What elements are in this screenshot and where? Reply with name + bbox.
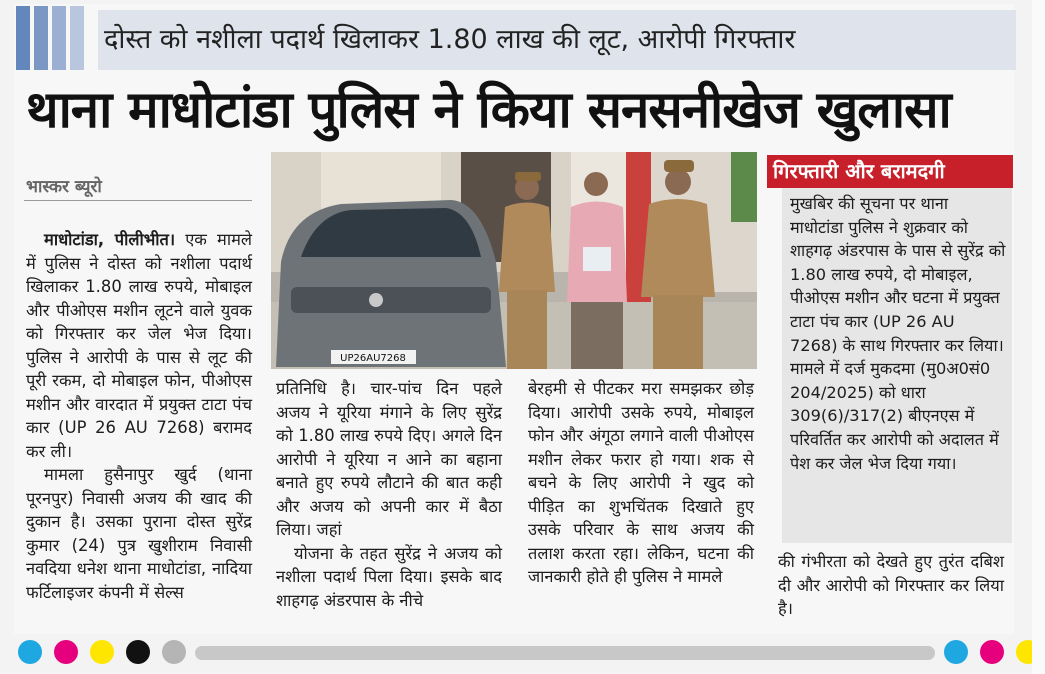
article-column-2 (276, 377, 502, 627)
byline-rule (24, 200, 252, 201)
paragraph-1 (26, 228, 252, 463)
adjacent-page-edge (1032, 0, 1045, 674)
article-column-1 (26, 228, 252, 623)
paragraph-6: की गंभीरता को देखते हुए तुरंत दबिश दी और आरोपी को गिरफ्तार कर लिया है। (778, 552, 1004, 618)
registration-magenta (54, 640, 78, 664)
registration-cyan-2 (944, 640, 968, 664)
article-column-3 (528, 377, 754, 627)
paragraph-1-text: एक मामले में पुलिस ने दोस्त को नशीला पदार्थ खिलाकर 1.80 लाख रुपये, मोबाइल और पीओएस मशीन लूटने वाले युवक को गिरफ्तार कर जेल भेज दिया। पुलिस ने आरोपी के पास से लूट की पूरी रकम, दो मोबाइल फोन, पीओएस मशीन और वारदात में प्रयुक्त टाटा पंच कार (UP 26 AU 7268) बरामद कर ली। (26, 230, 252, 461)
paragraph-4: योजना के तहत सुरेंद्र ने अजय को नशीला पदार्थ पिला दिया। इसके बाद शाहगढ़ अंडरपास के नीचे (276, 543, 502, 610)
byline: भास्कर ब्यूरो (26, 177, 102, 197)
kicker-headline: दोस्त को नशीला पदार्थ खिलाकर 1.80 लाख की लूट, आरोपी गिरफ्तार (98, 10, 1016, 70)
article-column-4 (778, 550, 1004, 625)
main-headline: थाना माधोटांडा पुलिस ने किया सनसनीखेज खुलासा (26, 81, 951, 140)
registration-cyan (18, 640, 42, 664)
dateline: माधोटांडा, पीलीभीत। (44, 230, 176, 249)
paragraph-3: प्रतिनिधि है। चार-पांच दिन पहले अजय ने यूरिया मंगाने के लिए सुरेंद्र को 1.80 लाख रुपये दिए। अगले दिन आरोपी ने यूरिया न आने का बहाना बनाते हुए रुपये लौटाने की बात कही और अजय को अपनी कार में बैठा लिया। जहां (276, 379, 502, 539)
car-plate-text: UP26AU7268 (340, 353, 406, 364)
registration-magenta-2 (980, 640, 1004, 664)
paragraph-5: बेरहमी से पीटकर मरा समझकर छोड़ दिया। आरोपी उसके रुपये, मोबाइल फोन और अंगूठा लगाने वाली पीओएस मशीन लेकर फरार हो गया। शक से बचने के लिए आरोपी ने खुद को पीड़ित का शुभचिंतक दिखाते हुए उसके परिवार के साथ अजय की तलाश करता रहा। लेकिन, घटना की जानकारी होते ही पुलिस ने मामले (528, 379, 754, 586)
registration-yellow (90, 640, 114, 664)
info-box-text-wrap (790, 192, 1006, 475)
registration-bar (195, 646, 935, 660)
registration-gray (162, 640, 186, 664)
kicker-stripes (16, 6, 96, 70)
paragraph-2: मामला हुसैनापुर खुर्द (थाना पूरनपुर) निवासी अजय की खाद की दुकान है। उसका पुराना दोस्त सुरेंद्र कुमार (24) पुत्र खुशीराम निवासी नवदिया धनेश थाना माधोटांडा, नादिया फर्टिलाइजर कंपनी में सेल्स (26, 465, 252, 602)
registration-black (126, 640, 150, 664)
info-box-text: मुखबिर की सूचना पर थाना माधोटांडा पुलिस ने शुक्रवार को शाहगढ़ अंडरपास के पास से सुरेंद्र को 1.80 लाख रुपये, दो मोबाइल, पीओएस मशीन और घटना में प्रयुक्त टाटा पंच कार (UP 26 AU 7268) के साथ गिरफ्तार कर लिया। मामले में दर्ज मुकदमा (मु0अ0सं0 204/2025) को धारा 309(6)/317(2) बीएनएस में परिवर्तित कर आरोपी को अदालत में पेश कर जेल भेज दिया गया। (790, 194, 1006, 473)
news-photo (271, 152, 757, 369)
box-heading: गिरफ्तारी और बरामदगी (767, 155, 1013, 188)
